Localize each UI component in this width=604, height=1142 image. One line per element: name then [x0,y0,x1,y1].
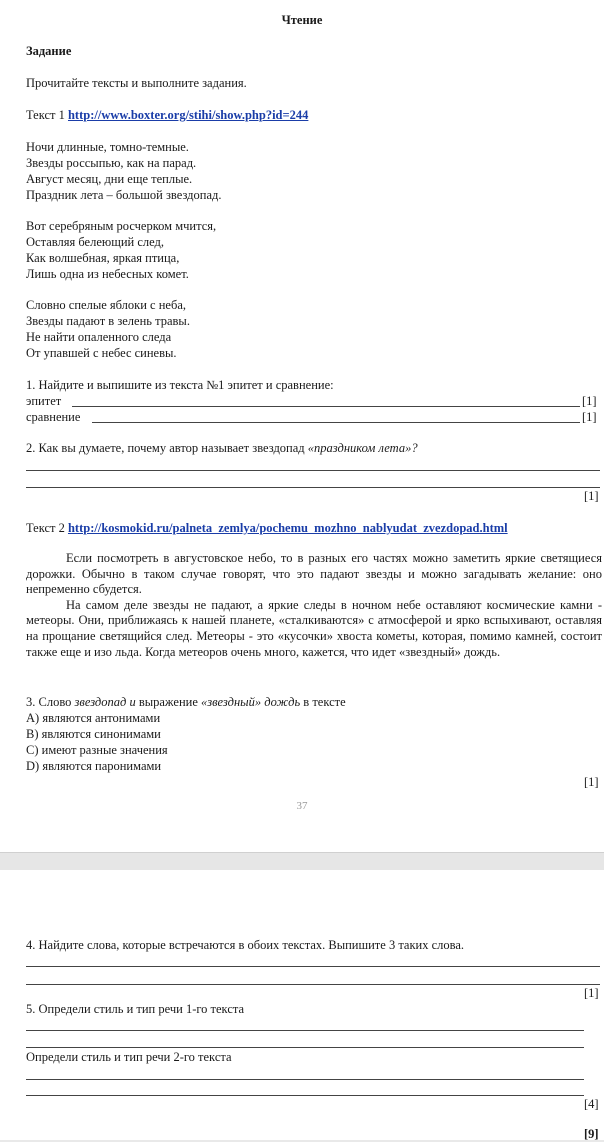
text2-link[interactable]: http://kosmokid.ru/palneta_zemlya/pochemu_mozhno_nablyudat_zvezdopad.html [67,521,508,535]
q2-question [26,440,418,456]
q1-question: 1. Найдите и выпишите из текста №1 эпитет и сравнение: [26,378,334,392]
poem-line: Звезды падают в зелень травы. [26,314,190,328]
text2-body [26,551,602,660]
task-heading: Задание [26,44,72,58]
text2-paragraph: Если посмотреть в августовское небо, то в разных его частях можно заметить яркие светящиеся дорожки. Обычно в таком случае говорят, что это падают звезды и можно загадывать желание: оно непременно сбудется. [26,551,602,597]
q3-option-a[interactable]: A) являются антонимами [26,711,161,725]
page-2 [0,870,604,1140]
poem-line: Вот серебряным росчерком мчится, [26,219,217,233]
q3-text: выражение [135,695,201,709]
q4-question: 4. Найдите слова, которые встречаются в обоих текстах. Выпишите 3 таких слова. [26,938,465,952]
q3-word-1: звездопад и [74,695,136,709]
q2-quote: «праздником лета»? [307,441,418,455]
page-title: Чтение [281,13,323,27]
q2-question-text: 2. Как вы думаете, почему автор называет звездопад [26,441,308,455]
q3-question [26,694,346,710]
q2-answer-line-2[interactable] [26,487,600,488]
text1-link[interactable]: http://www.boxter.org/stihi/show.php?id=244 [67,108,309,122]
q5-answer-line-1[interactable] [26,1030,584,1031]
q5-answer-line-2[interactable] [26,1047,584,1048]
poem-stanza-3 [26,297,190,361]
poem-line: Ночи длинные, томно-темные. [26,140,189,154]
q1-mark-2: [1] [582,410,597,424]
q1-comparison-answer-line[interactable] [92,422,580,423]
poem-stanza-1 [26,139,222,203]
q1-field-label-comparison: сравнение [26,410,81,424]
poem-line: Август месяц, дни еще теплые. [26,172,193,186]
q3-option-d[interactable]: D) являются паронимами [26,759,162,773]
q5-answer-line-3[interactable] [26,1079,584,1080]
q5-mark: [4] [584,1097,599,1111]
poem-line: Лишь одна из небесных комет. [26,267,189,281]
page-number: 37 [296,800,308,812]
q1-epithet-answer-line[interactable] [72,406,580,407]
text1-heading [26,107,308,123]
q3-mark: [1] [584,775,599,789]
text2-label: Текст 2 [26,521,65,535]
poem-line: Не найти опаленного следа [26,330,172,344]
total-mark: [9] [584,1127,599,1141]
q4-answer-line-2[interactable] [26,984,600,985]
poem-line: Словно спелые яблоки с неба, [26,298,187,312]
poem-line: Праздник лета – большой звездопад. [26,188,222,202]
q5-question-1: 5. Определи стиль и тип речи 1-го текста [26,1002,245,1016]
q3-option-b[interactable]: B) являются синонимами [26,727,161,741]
poem-stanza-2 [26,218,216,282]
text2-paragraph: На самом деле звезды не падают, а яркие следы в ночном небе оставляют космические камни - метеоры. Они, приближаясь к нашей планете, «сталкиваются» с атмосферой и ярко вспыхивают, оставляя на прощание светящийся след. Метеоры - это «кусочки» хвоста кометы, которая, помимо камней, состоит также еще и изо льда. Когда метеоров очень много, кажется, что идет «звездный» дождь. [26,597,602,659]
page-separator [0,852,604,872]
q3-option-c[interactable]: C) имеют разные значения [26,743,168,757]
poem-line: От упавшей с небес синевы. [26,346,177,360]
q1-field-label-epithet: эпитет [26,394,62,408]
q3-text: в тексте [300,695,346,709]
q5-answer-line-4[interactable] [26,1095,584,1096]
q3-text: 3. Слово [26,695,75,709]
text2-heading [26,520,508,536]
q2-answer-line-1[interactable] [26,470,600,471]
q1-mark-1: [1] [582,394,597,408]
poem-line: Звезды россыпью, как на парад. [26,156,197,170]
q2-mark: [1] [584,489,599,503]
q4-answer-line-1[interactable] [26,966,600,967]
poem-line: Как волшебная, яркая птица, [26,251,180,265]
q3-word-2: «звездный» дождь [201,695,301,709]
text1-label: Текст 1 [26,108,65,122]
q4-mark: [1] [584,986,599,1000]
poem-line: Оставляя белеющий след, [26,235,164,249]
q5-question-2: Определи стиль и тип речи 2-го текста [26,1050,232,1064]
instruction: Прочитайте тексты и выполните задания. [26,76,247,90]
